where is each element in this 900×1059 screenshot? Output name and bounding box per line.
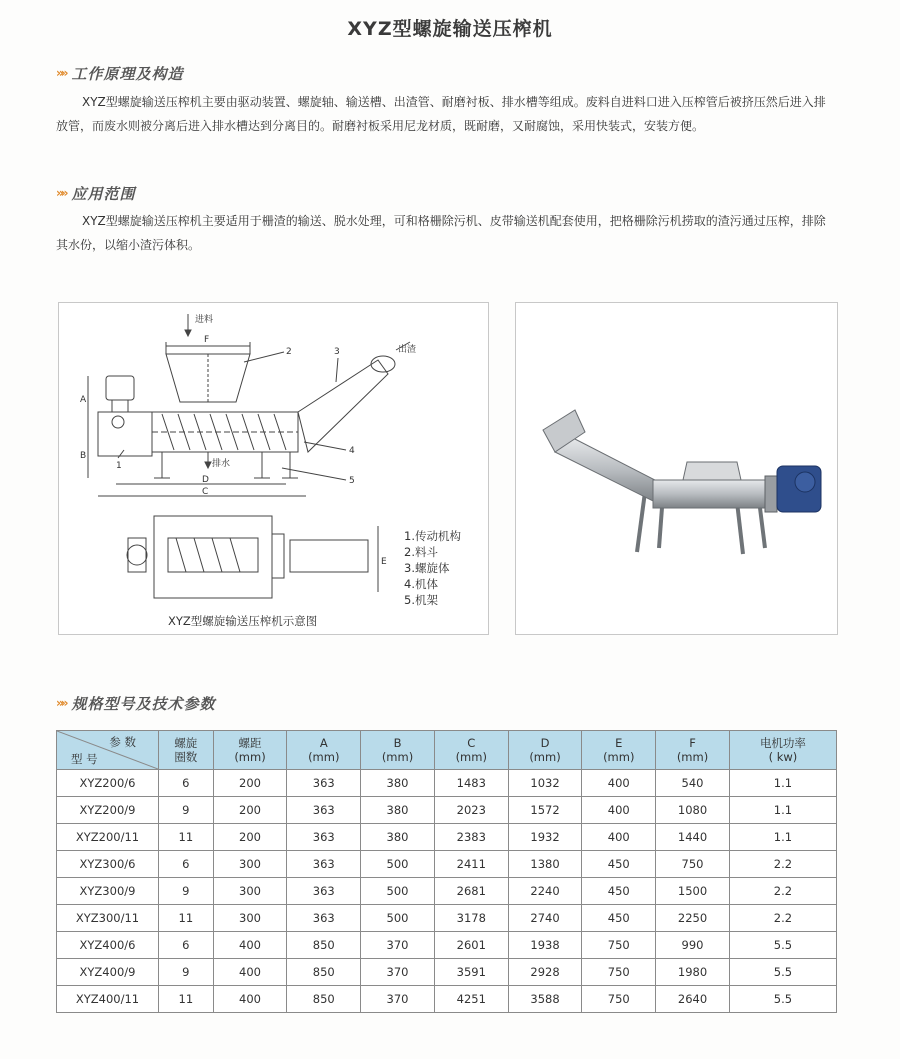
table-cell: 200: [213, 797, 287, 824]
table-cell: 1080: [656, 797, 730, 824]
inclined-tube: [555, 438, 655, 502]
table-cell: 300: [213, 905, 287, 932]
table-cell: 2740: [508, 905, 582, 932]
dim-d-label: D: [202, 475, 209, 485]
model-cell: XYZ400/11: [57, 986, 159, 1013]
table-cell: 540: [656, 770, 730, 797]
double-chevron-icon: »»: [56, 696, 66, 710]
table-cell: 2411: [434, 851, 508, 878]
model-cell: XYZ300/6: [57, 851, 159, 878]
table-cell: 1.1: [729, 797, 836, 824]
machine-photo: [515, 302, 836, 633]
table-cell: 380: [361, 824, 435, 851]
legend-item: 2.料斗: [404, 545, 438, 559]
callout-2: 2: [286, 347, 292, 357]
table-cell: 1500: [656, 878, 730, 905]
table-cell: 5.5: [729, 932, 836, 959]
table-cell: 2.2: [729, 851, 836, 878]
column-header: E (mm): [582, 731, 656, 770]
table-cell: 500: [361, 851, 435, 878]
table-cell: 363: [287, 851, 361, 878]
table-cell: 2.2: [729, 905, 836, 932]
plan-hopper: [154, 516, 272, 598]
legend-item: 3.螺旋体: [404, 561, 450, 575]
table-cell: 300: [213, 878, 287, 905]
table-cell: 6: [159, 932, 214, 959]
table-cell: 400: [582, 770, 656, 797]
table-cell: 750: [582, 986, 656, 1013]
table-cell: 1.1: [729, 824, 836, 851]
table-cell: 9: [159, 959, 214, 986]
page-title: XYZ型螺旋输送压榨机: [347, 18, 553, 40]
table-cell: 2383: [434, 824, 508, 851]
table-cell: 363: [287, 770, 361, 797]
table-cell: 363: [287, 824, 361, 851]
table-row: [57, 851, 837, 878]
table-row: [57, 824, 837, 851]
table-row: [57, 986, 837, 1013]
model-cell: XYZ300/9: [57, 878, 159, 905]
table-cell: 363: [287, 878, 361, 905]
table-cell: 380: [361, 770, 435, 797]
feed-hopper: [683, 462, 741, 480]
plan-spiral: [176, 538, 240, 572]
principle-paragraph: XYZ型螺旋输送压榨机主要由驱动装置、螺旋轴、输送槽、出渣管、耐磨衬板、排水槽等组成。废料自进料口进入压榨管后被挤压然后进入排放管，而废水则被分离后进入排水槽达到分离目的。耐磨衬板采用尼龙材质，既耐磨，又耐腐蚀，采用快装式，安装方便。: [56, 95, 826, 133]
table-cell: 450: [582, 905, 656, 932]
table-cell: 1938: [508, 932, 582, 959]
table-cell: 400: [582, 797, 656, 824]
table-corner-header: [57, 731, 159, 770]
feed-label: 进料: [195, 315, 214, 325]
column-header: 螺旋 圈数: [159, 731, 214, 770]
section-heading-label: 规格型号及技术参数: [71, 694, 216, 713]
model-cell: XYZ400/9: [57, 959, 159, 986]
table-cell: 11: [159, 824, 214, 851]
table-cell: 1440: [656, 824, 730, 851]
table-row: [57, 905, 837, 932]
dim-c-label: C: [202, 487, 209, 497]
section-heading-label: 工作原理及构造: [71, 64, 184, 83]
table-cell: 3178: [434, 905, 508, 932]
callout-5: 5: [349, 476, 355, 486]
table-cell: 2601: [434, 932, 508, 959]
table-cell: 5.5: [729, 986, 836, 1013]
discharge-tube: [298, 360, 388, 452]
column-header: 电机功率 ( kw): [729, 731, 836, 770]
section-heading-specs: [56, 692, 216, 714]
dim-e-label: E: [381, 557, 387, 567]
table-cell: 2.2: [729, 878, 836, 905]
section-heading-label: 应用范围: [71, 184, 136, 203]
main-tube: [653, 480, 773, 508]
table-cell: 450: [582, 851, 656, 878]
drain-label: 排水: [212, 459, 231, 469]
table-cell: 3588: [508, 986, 582, 1013]
table-cell: 11: [159, 986, 214, 1013]
legend-item: 5.机架: [404, 593, 438, 607]
table-cell: 2681: [434, 878, 508, 905]
column-header: A (mm): [287, 731, 361, 770]
model-cell: XYZ200/6: [57, 770, 159, 797]
section-heading-principle: [56, 62, 184, 84]
double-chevron-icon: »»: [56, 66, 66, 80]
table-row: [57, 932, 837, 959]
column-header: C (mm): [434, 731, 508, 770]
feed-arrow-head: [185, 330, 191, 336]
table-cell: 1572: [508, 797, 582, 824]
table-cell: 2928: [508, 959, 582, 986]
table-cell: 500: [361, 905, 435, 932]
table-cell: 200: [213, 770, 287, 797]
discharge-outlet: [371, 356, 395, 372]
dim-f-label: F: [204, 335, 210, 345]
table-cell: 5.5: [729, 959, 836, 986]
table-cell: 750: [656, 851, 730, 878]
table-cell: 6: [159, 851, 214, 878]
legend-item: 1.传动机构: [404, 529, 461, 543]
callout-4: 4: [349, 446, 355, 456]
diagram-legend: [404, 528, 461, 608]
table-cell: 1483: [434, 770, 508, 797]
table-cell: 400: [213, 986, 287, 1013]
table-cell: 4251: [434, 986, 508, 1013]
table-row: [57, 959, 837, 986]
table-cell: 1980: [656, 959, 730, 986]
table-cell: 850: [287, 932, 361, 959]
callout-1: 1: [116, 461, 122, 471]
legend-item: 4.机体: [404, 577, 438, 591]
table-cell: 400: [213, 959, 287, 986]
double-chevron-icon: »»: [56, 186, 66, 200]
model-cell: XYZ200/11: [57, 824, 159, 851]
table-cell: 9: [159, 797, 214, 824]
table-cell: 1.1: [729, 770, 836, 797]
table-cell: 2023: [434, 797, 508, 824]
table-cell: 200: [213, 824, 287, 851]
table-cell: 990: [656, 932, 730, 959]
application-paragraph: XYZ型螺旋输送压榨机主要适用于栅渣的输送、脱水处理，可和格栅除污机、皮带输送机配套使用，把格栅除污机捞取的渣污通过压榨，排除其水份，以缩小渣污体积。: [56, 214, 826, 252]
dim-b-label: B: [80, 451, 87, 461]
diagram-caption: XYZ型螺旋输送压榨机示意图: [168, 614, 318, 628]
column-header: 螺距 (mm): [213, 731, 287, 770]
callout-3: 3: [334, 347, 340, 357]
table-cell: 370: [361, 932, 435, 959]
table-cell: 750: [582, 959, 656, 986]
table-cell: 370: [361, 959, 435, 986]
table-cell: 1032: [508, 770, 582, 797]
corner-params-label: 参 数: [109, 735, 136, 749]
table-cell: 750: [582, 932, 656, 959]
dim-a-label: A: [80, 395, 87, 405]
table-cell: 3591: [434, 959, 508, 986]
table-cell: 380: [361, 797, 435, 824]
table-cell: 363: [287, 905, 361, 932]
table-row: [57, 797, 837, 824]
table-cell: 850: [287, 986, 361, 1013]
plan-tube: [290, 540, 368, 572]
table-cell: 850: [287, 959, 361, 986]
discharge-label: 出渣: [398, 345, 417, 355]
model-cell: XYZ300/11: [57, 905, 159, 932]
table-cell: 2250: [656, 905, 730, 932]
table-row: [57, 770, 837, 797]
table-cell: 363: [287, 797, 361, 824]
table-cell: 370: [361, 986, 435, 1013]
spec-table-body: [57, 770, 837, 1013]
section-heading-application: [56, 182, 136, 204]
table-cell: 6: [159, 770, 214, 797]
table-cell: 400: [213, 932, 287, 959]
model-cell: XYZ200/9: [57, 797, 159, 824]
table-cell: 500: [361, 878, 435, 905]
corner-model-label: 型 号: [71, 752, 98, 766]
motor: [106, 376, 134, 400]
table-cell: 400: [582, 824, 656, 851]
table-row: [57, 878, 837, 905]
table-cell: 2240: [508, 878, 582, 905]
table-cell: 9: [159, 878, 214, 905]
plan-motor: [128, 538, 146, 572]
table-cell: 450: [582, 878, 656, 905]
spec-table: [56, 730, 837, 1013]
model-cell: XYZ400/6: [57, 932, 159, 959]
table-cell: 11: [159, 905, 214, 932]
column-header: D (mm): [508, 731, 582, 770]
column-header: B (mm): [361, 731, 435, 770]
gearbox: [98, 412, 152, 456]
table-cell: 300: [213, 851, 287, 878]
table-cell: 2640: [656, 986, 730, 1013]
column-header: F (mm): [656, 731, 730, 770]
table-cell: 1932: [508, 824, 582, 851]
table-cell: 1380: [508, 851, 582, 878]
